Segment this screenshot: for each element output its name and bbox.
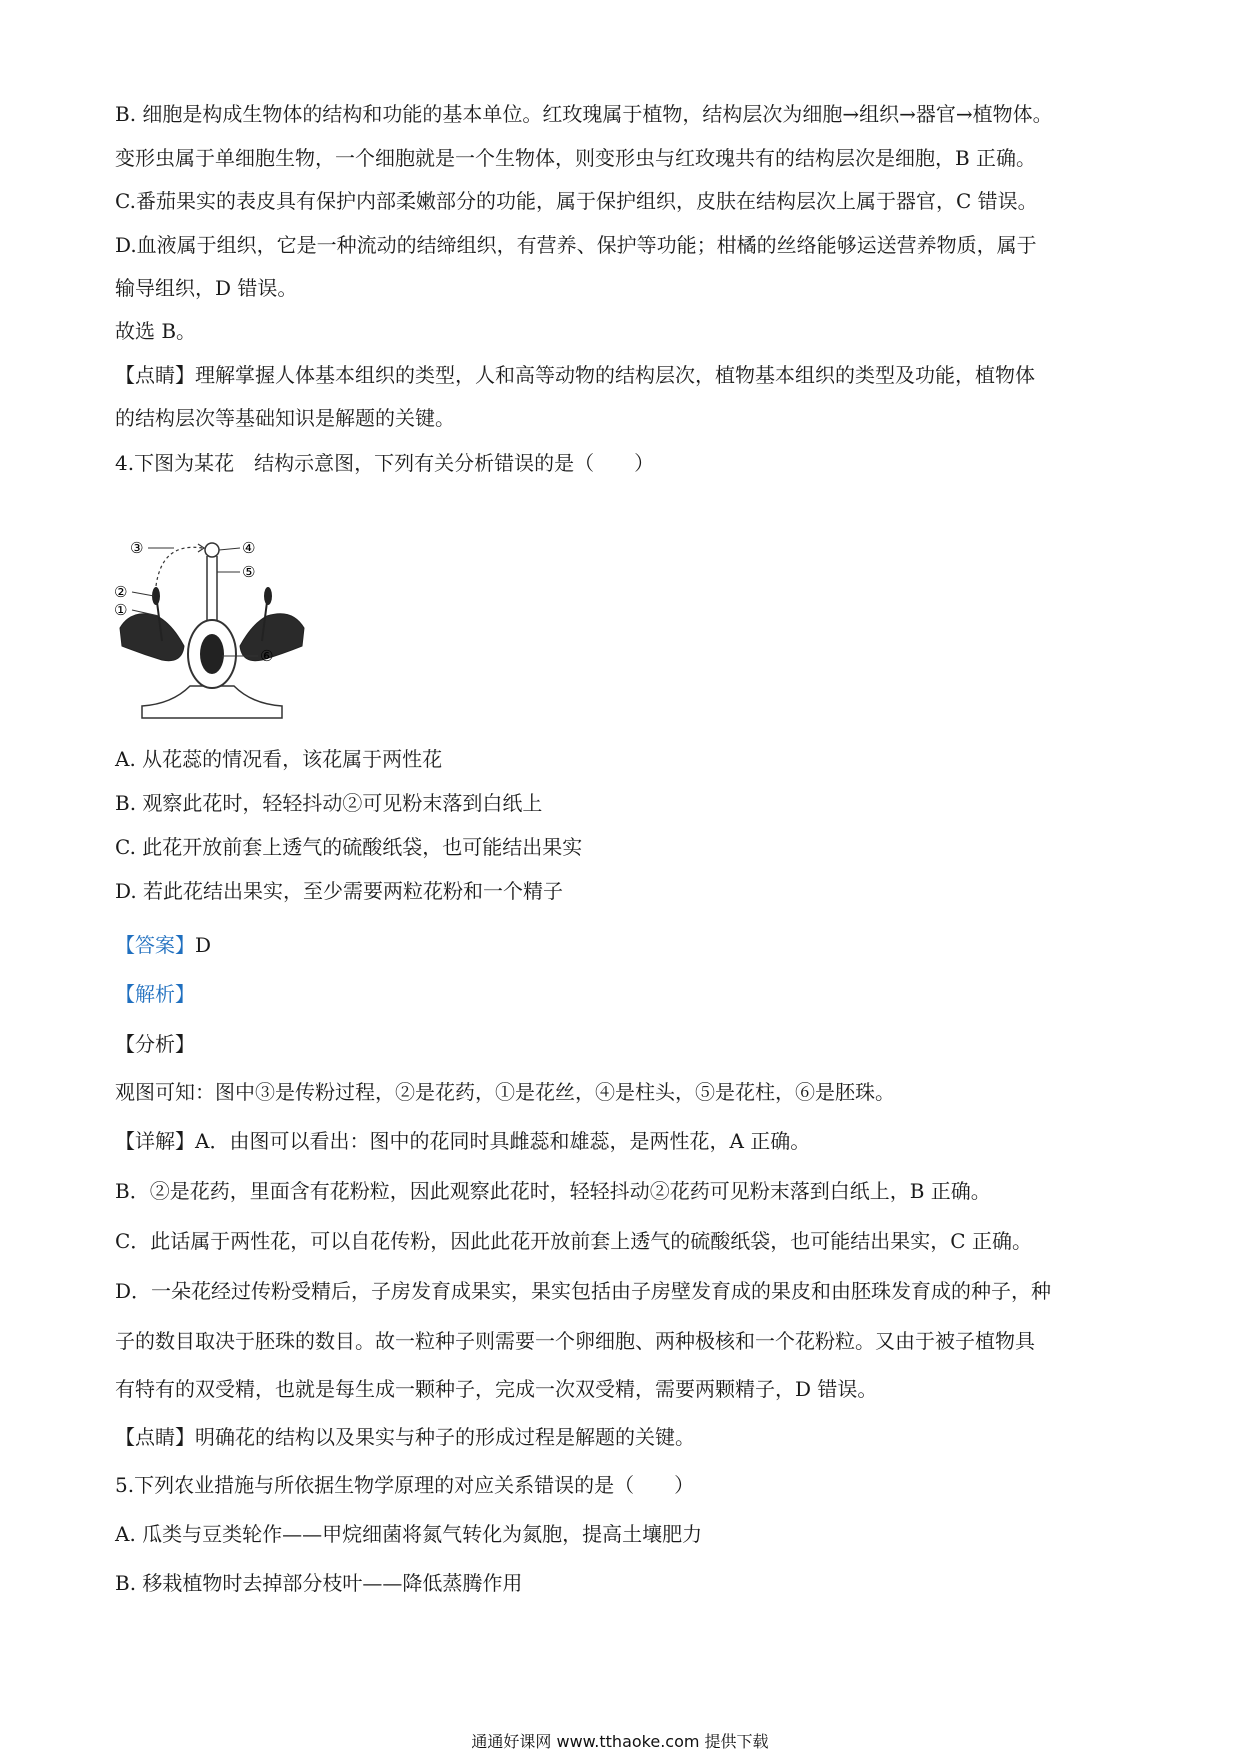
q4-option-c: C. 此花开放前套上透气的硫酸纸袋，也可能结出果实: [115, 835, 583, 859]
paragraph-d-blood: D.血液属于组织，它是一种流动的结缔组织，有营养、保护等功能；柑橘的丝络能够运送营养物质，属于: [115, 233, 1037, 257]
paragraph-amoeba: 变形虫属于单细胞生物，一个细胞就是一个生物体，则变形虫与红玫瑰共有的结构层次是细胞，B 正确。: [115, 146, 1037, 170]
left-petal: [120, 614, 184, 661]
detail-b: B．②是花药，里面含有花粉粒，因此观察此花时，轻轻抖动②花药可见粉末落到白纸上，B 正确。: [115, 1179, 991, 1203]
detail-d-cont-2: 有特有的双受精，也就是每生成一颗种子，完成一次双受精，需要两颗精子，D 错误。: [115, 1377, 878, 1401]
label-3: ③: [130, 539, 144, 557]
detail-a: 【详解】A．由图可以看出：图中的花同时具雌蕊和雄蕊，是两性花，A 正确。: [115, 1129, 811, 1153]
q5-option-a: A. 瓜类与豆类轮作——甲烷细菌将氮气转化为氮胞，提高土壤肥力: [115, 1522, 703, 1546]
ovule: [200, 634, 224, 674]
question-4-stem: 4.下图为某花 结构示意图，下列有关分析错误的是（ ）: [115, 451, 655, 475]
label-6: ⑥: [260, 647, 274, 665]
q5-option-b: B. 移栽植物时去掉部分枝叶——降低蒸腾作用: [115, 1571, 523, 1595]
leader-2: [132, 592, 154, 596]
paragraph-d-cont: 输导组织，D 错误。: [115, 276, 298, 300]
receptacle-shape: [142, 686, 282, 718]
key-point-1-cont: 的结构层次等基础知识是解题的关键。: [115, 406, 455, 430]
label-5: ⑤: [242, 563, 256, 581]
stigma: [205, 543, 219, 557]
label-1: ①: [114, 601, 128, 619]
key-point-2: 【点睛】明确花的结构以及果实与种子的形成过程是解题的关键。: [115, 1425, 695, 1449]
detail-c: C．此话属于两性花，可以自花传粉，因此此花开放前套上透气的硫酸纸袋，也可能结出果实，C 正确。: [115, 1229, 1032, 1253]
key-point-1: 【点睛】理解掌握人体基本组织的类型，人和高等动物的结构层次，植物基本组织的类型及功能，植物体: [115, 363, 1035, 387]
paragraph-b-structure: B. 细胞是构成生物体的结构和功能的基本单位。红玫瑰属于植物，结构层次为细胞→组织→器官→植物体。: [115, 102, 1053, 126]
label-2: ②: [114, 583, 128, 601]
paragraph-c-tomato: C.番茄果实的表皮具有保护内部柔嫩部分的功能，属于保护组织，皮肤在结构层次上属于器官，C 错误。: [115, 189, 1038, 213]
label-4: ④: [242, 539, 256, 557]
fenxi-label: 【分析】: [115, 1032, 195, 1056]
detail-d-cont-1: 子的数目取决于胚珠的数目。故一粒种子则需要一个卵细胞、两种极核和一个花粉粒。又由于被子植物具: [115, 1329, 1035, 1353]
right-anther: [264, 587, 272, 605]
detail-d: D．一朵花经过传粉受精后，子房发育成果实，果实包括由子房壁发育成的果皮和由胚珠发育成的种子，种: [115, 1279, 1052, 1303]
flower-structure-diagram: [112, 536, 312, 722]
q4-option-d: D. 若此花结出果实，至少需要两粒花粉和一个精子: [115, 879, 564, 903]
q4-option-b: B. 观察此花时，轻轻抖动②可见粉末落到白纸上: [115, 791, 543, 815]
question-5-stem: 5.下列农业措施与所依据生物学原理的对应关系错误的是（ ）: [115, 1473, 695, 1497]
q4-option-a: A. 从花蕊的情况看，该花属于两性花: [115, 747, 443, 771]
choose-b: 故选 B。: [115, 319, 197, 343]
analysis-label: 【解析】: [115, 982, 195, 1006]
fenxi-text: 观图可知：图中③是传粉过程，②是花药，①是花丝，④是柱头，⑤是花柱，⑥是胚珠。: [115, 1080, 895, 1104]
answer-label: 【答案】: [115, 933, 195, 957]
answer-line: [115, 932, 211, 958]
answer-value: D: [195, 933, 212, 957]
footer-credit: 通通好课网 www.tthaoke.com 提供下载: [471, 1732, 769, 1751]
pollination-arrow: [156, 547, 202, 586]
leader-4: [219, 548, 240, 550]
